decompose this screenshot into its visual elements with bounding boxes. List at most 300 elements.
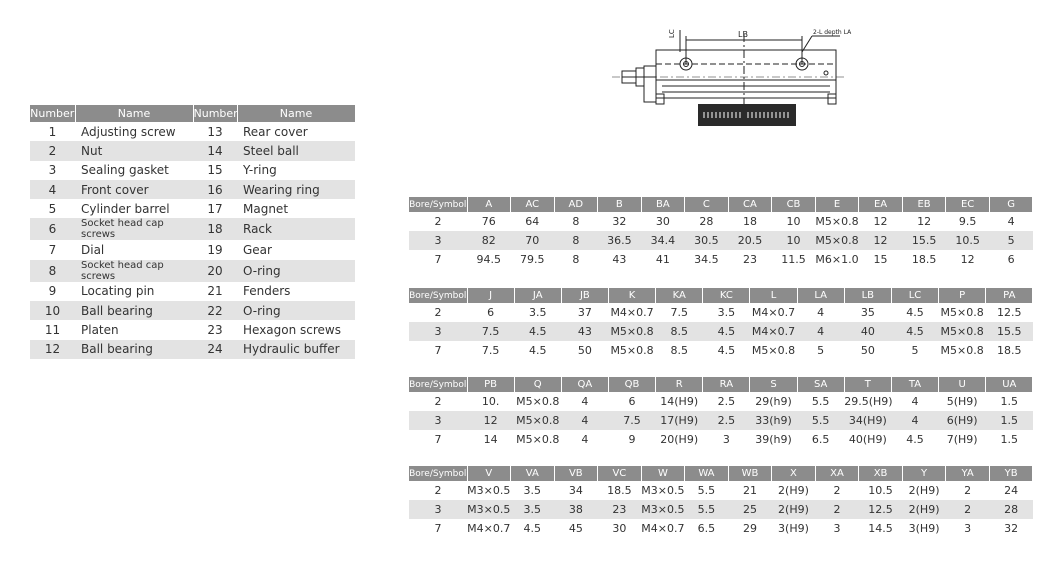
drawing-label-lc: LC [668, 29, 676, 38]
dimension-cell: M5×0.8 [940, 306, 984, 319]
part-number-cell: 20 [193, 260, 237, 282]
table-row [30, 141, 355, 160]
header-symbol: VA [511, 466, 555, 481]
dimension-cell: 6(H9) [939, 411, 986, 430]
dimension-cell: 2(H9) [902, 500, 946, 519]
dimension-cell: M4×0.7 [751, 306, 796, 319]
dimension-cell: 39(h9) [755, 433, 792, 446]
dimension-cell: 14 [483, 433, 498, 446]
bore-cell: 2 [434, 484, 442, 497]
dimension-cell: 50 [860, 344, 875, 357]
dimension-cell: 34 [568, 484, 583, 497]
part-number-cell: 9 [48, 284, 57, 299]
dimension-cell: M3×0.5 [467, 500, 511, 519]
header-symbol: RA [703, 377, 750, 392]
part-number-cell: 17 [207, 201, 223, 216]
dimension-cell: 3.5 [523, 484, 542, 497]
table-row [409, 519, 1033, 538]
dimension-cell: 4.5 [703, 322, 750, 341]
dimension-cell: 15.5 [986, 322, 1033, 341]
dimension-cell: 5.5 [697, 484, 716, 497]
bore-cell: 7 [434, 344, 442, 357]
dimension-cell: 32 [612, 215, 627, 228]
dimension-cell: 5 [989, 231, 1033, 250]
header-symbol: SA [797, 377, 844, 392]
cylinder-technical-drawing [612, 24, 852, 134]
part-number-cell: 16 [193, 180, 237, 199]
part-name-cell: Ball bearing [75, 301, 193, 320]
dimension-cell: 3 [833, 522, 841, 535]
header-symbol: R [656, 377, 703, 392]
part-name-cell: Gear [243, 243, 272, 258]
header-bore-symbol: Bore/Symbol [409, 288, 467, 303]
dimension-cell: 28 [699, 215, 714, 228]
dimension-cell: 3.5 [528, 306, 547, 319]
header-symbol: L [750, 288, 797, 303]
dimension-cell: 1.5 [1000, 433, 1019, 446]
dimension-cell: 2(H9) [772, 500, 816, 519]
dimension-cell: 11.5 [781, 253, 806, 266]
table-row [30, 240, 355, 259]
dimension-cell: 4.5 [891, 322, 938, 341]
dimension-cell: 10.5 [868, 484, 893, 497]
dimension-cell: 18.5 [911, 253, 937, 266]
part-name-cell: Steel ball [237, 141, 355, 160]
table-row [30, 218, 355, 240]
header-number: Number [30, 107, 75, 120]
dimension-cell: M5×0.8 [514, 411, 561, 430]
header-symbol: VC [598, 466, 642, 481]
header-symbol: LA [797, 288, 844, 303]
header-name: Name [237, 105, 355, 122]
dimension-cell: 18.5 [997, 344, 1022, 357]
bore-cell: 7 [434, 253, 442, 266]
table-row [409, 341, 1033, 360]
dimension-header-row [409, 288, 1033, 303]
dimension-cell: 4 [581, 433, 589, 446]
dimension-header-row [409, 197, 1033, 212]
header-symbol: YA [946, 466, 990, 481]
part-name-cell: Hydraulic buffer [237, 340, 355, 359]
dimension-cell: 2.5 [717, 395, 736, 408]
header-bore-symbol: Bore/Symbol [409, 466, 467, 481]
header-symbol: E [815, 197, 859, 212]
dimension-cell: 14(H9) [660, 395, 699, 408]
table-row [409, 322, 1033, 341]
part-name-cell: Locating pin [81, 284, 155, 299]
dimension-cell: 29.5(H9) [844, 395, 893, 408]
part-name-cell: Nut [75, 141, 193, 160]
dimension-cell: 8.5 [670, 344, 688, 357]
dimension-cell: 32 [1004, 522, 1019, 535]
part-number-cell: 23 [207, 323, 223, 338]
dimension-cell: 12.5 [997, 306, 1022, 319]
part-number-cell: 22 [193, 301, 237, 320]
part-number-cell: 21 [207, 284, 223, 299]
dimension-cell: M5×0.8 [940, 344, 984, 357]
dimension-cell: 9.5 [958, 215, 977, 228]
dimension-cell: 5 [911, 344, 919, 357]
header-symbol: W [641, 466, 685, 481]
parts-table [30, 105, 356, 359]
dimension-cell: M5×0.8 [610, 344, 654, 357]
part-name-cell: O-ring [237, 260, 355, 282]
dimension-table-2 [409, 288, 1033, 360]
dimension-cell: 50 [577, 344, 592, 357]
bore-cell: 2 [434, 215, 442, 228]
header-symbol: S [750, 377, 797, 392]
dimension-cell: 7.5 [670, 306, 688, 319]
dimension-cell: 2(H9) [908, 484, 940, 497]
dimension-cell: 14.5 [868, 522, 893, 535]
part-name-cell: Dial [81, 243, 105, 258]
table-row [409, 481, 1033, 500]
dimension-cell: 4 [1007, 215, 1015, 228]
dimension-cell: 20(H9) [660, 433, 699, 446]
bore-cell: 3 [409, 500, 467, 519]
header-symbol: LB [844, 288, 891, 303]
dimension-cell: M5×0.8 [815, 215, 859, 228]
dimension-cell: 40 [844, 322, 891, 341]
part-number-cell: 4 [30, 180, 75, 199]
dimension-cell: M5×0.8 [939, 322, 986, 341]
dimension-cell: 12 [873, 215, 888, 228]
dimension-cell: 12 [859, 231, 903, 250]
header-symbol: U [939, 377, 986, 392]
header-symbol: XB [859, 466, 903, 481]
dimension-cell: 4 [911, 395, 919, 408]
dimension-cell: 10. [481, 395, 500, 408]
drawing-label-hole: 2-L depth LA [813, 29, 852, 36]
dimension-cell: M5×0.8 [516, 395, 560, 408]
dimension-cell: 6.5 [811, 433, 830, 446]
header-symbol: V [467, 466, 511, 481]
dimension-cell: 6 [628, 395, 636, 408]
dimension-cell: 40(H9) [848, 433, 887, 446]
header-symbol: CB [772, 197, 816, 212]
dimension-cell: 8 [554, 231, 598, 250]
dimension-cell: 15 [873, 253, 888, 266]
dimension-cell: 8 [572, 253, 580, 266]
part-number-cell: 13 [207, 124, 223, 139]
dimension-cell: 3(H9) [908, 522, 940, 535]
header-symbol: C [685, 197, 729, 212]
dimension-cell: 5.5 [685, 500, 729, 519]
header-name: Name [75, 105, 193, 122]
table-row [30, 260, 355, 282]
dimension-cell: 5 [817, 344, 825, 357]
dimension-cell: 30 [655, 215, 670, 228]
dimension-cell: 3(H9) [778, 522, 809, 535]
part-number-cell: 14 [193, 141, 237, 160]
table-row [30, 122, 355, 141]
dimension-cell: 94.5 [476, 253, 502, 266]
dimension-cell: 29 [742, 522, 757, 535]
dimension-cell: M5×0.8 [751, 344, 796, 357]
header-symbol: JA [514, 288, 561, 303]
dimension-cell: 10.5 [946, 231, 990, 250]
table-row [30, 199, 355, 218]
dimension-cell: 21 [742, 484, 757, 497]
header-bore-symbol: Bore/Symbol [409, 377, 467, 392]
part-number-cell: 19 [207, 243, 223, 258]
dimension-cell: 4.5 [906, 433, 924, 446]
dimension-cell: 34.4 [641, 231, 685, 250]
header-symbol: J [467, 288, 514, 303]
dimension-cell: 33(h9) [750, 411, 797, 430]
table-row [409, 500, 1033, 519]
dimension-cell: 2 [815, 500, 859, 519]
header-symbol: VB [554, 466, 598, 481]
dimension-cell: 3.5 [717, 306, 736, 319]
part-name-cell: Front cover [75, 180, 193, 199]
bore-cell: 2 [434, 395, 442, 408]
header-symbol: TA [891, 377, 938, 392]
dimension-cell: 5.5 [797, 411, 844, 430]
dimension-cell: 8 [572, 215, 580, 228]
part-number-cell: 12 [30, 340, 75, 359]
header-symbol: EC [946, 197, 990, 212]
dimension-cell: 82 [467, 231, 511, 250]
table-row [409, 303, 1033, 322]
header-symbol: YB [989, 466, 1033, 481]
dimension-cell: M6×1.0 [815, 253, 859, 266]
table-row [30, 161, 355, 180]
dimension-cell: 38 [554, 500, 598, 519]
dimension-cell: 7(H9) [946, 433, 978, 446]
dimension-cell: 5(H9) [946, 395, 978, 408]
part-number-cell: 11 [44, 323, 61, 338]
dimension-cell: 6.5 [697, 522, 716, 535]
header-symbol: UA [986, 377, 1033, 392]
dimension-cell: 7.5 [481, 344, 500, 357]
part-number-cell: 5 [48, 201, 57, 216]
part-number-cell: 18 [193, 218, 237, 240]
dimension-cell: 34.5 [694, 253, 719, 266]
dimension-cell: 7.5 [608, 411, 655, 430]
header-symbol: B [598, 197, 642, 212]
header-symbol: QB [608, 377, 655, 392]
dimension-cell: 24 [1004, 484, 1019, 497]
header-number: Number [193, 107, 238, 120]
dimension-cell: M5×0.8 [608, 322, 655, 341]
table-row [409, 250, 1033, 269]
dimension-cell: 4.5 [906, 306, 924, 319]
part-number-cell: 1 [48, 124, 57, 139]
part-name-cell: Y-ring [243, 163, 277, 178]
dimension-cell: 15.5 [902, 231, 946, 250]
header-symbol: QA [561, 377, 608, 392]
dimension-cell: 2 [964, 484, 972, 497]
header-symbol: JB [561, 288, 608, 303]
part-number-cell: 8 [30, 260, 75, 282]
dimension-cell: 76 [481, 215, 496, 228]
dimension-cell: 9 [628, 433, 636, 446]
dimension-cell: 10 [786, 215, 801, 228]
dimension-table-3 [409, 377, 1033, 449]
dimension-cell: 8.5 [656, 322, 703, 341]
part-name-cell: Socket head cap screws [75, 260, 193, 282]
part-name-cell: Platen [81, 323, 119, 338]
part-name-cell: Adjusting screw [81, 124, 176, 139]
part-name-cell: Wearing ring [237, 180, 355, 199]
dimension-cell: M4×0.7 [750, 322, 797, 341]
dimension-cell: 6 [487, 306, 495, 319]
dimension-cell: 12 [917, 215, 932, 228]
table-row [30, 340, 355, 359]
bore-cell: 3 [409, 231, 467, 250]
dimension-cell: 35 [860, 306, 875, 319]
part-name-cell: Hexagon screws [243, 323, 341, 338]
table-row [30, 301, 355, 320]
dimension-cell: 25 [728, 500, 772, 519]
header-symbol: LC [891, 288, 938, 303]
part-name-cell: Magnet [243, 201, 289, 216]
bore-cell: 3 [409, 322, 467, 341]
dimension-cell: M3×0.5 [467, 484, 511, 497]
dimension-cell: 41 [655, 253, 670, 266]
dimension-cell: 30 [612, 522, 627, 535]
dimension-cell: 12 [960, 253, 975, 266]
header-symbol: T [844, 377, 891, 392]
dimension-table-1 [409, 197, 1033, 269]
parts-header-row [30, 105, 355, 122]
part-name-cell: Sealing gasket [81, 163, 169, 178]
table-row [30, 180, 355, 199]
table-row [30, 320, 355, 339]
header-symbol: G [989, 197, 1033, 212]
dimension-cell: 45 [568, 522, 583, 535]
part-name-cell: O-ring [237, 301, 355, 320]
dimension-cell: 2.5 [703, 411, 750, 430]
dimension-cell: 4.5 [717, 344, 736, 357]
part-name-cell: Rear cover [243, 124, 308, 139]
dimension-cell: 70 [511, 231, 555, 250]
dimension-table-4 [409, 466, 1033, 538]
dimension-cell: 1.5 [986, 411, 1033, 430]
part-number-cell: 6 [30, 218, 75, 240]
dimension-cell: 4 [561, 411, 608, 430]
header-bore-symbol: Bore/Symbol [409, 197, 467, 212]
part-number-cell: 2 [30, 141, 75, 160]
table-row [409, 411, 1033, 430]
dimension-cell: 18 [742, 215, 757, 228]
part-number-cell: 24 [193, 340, 237, 359]
header-symbol: PA [986, 288, 1033, 303]
dimension-cell: 43 [561, 322, 608, 341]
dimension-cell: 12 [467, 411, 514, 430]
dimension-cell: 2 [946, 500, 990, 519]
bore-cell: 2 [434, 306, 442, 319]
dimension-header-row [409, 377, 1033, 392]
dimension-cell: 23 [598, 500, 642, 519]
header-symbol: WA [685, 466, 729, 481]
part-name-cell: Socket head cap screws [75, 218, 193, 240]
header-symbol: Y [902, 466, 946, 481]
dimension-cell: 17(H9) [656, 411, 703, 430]
part-name-cell: Ball bearing [75, 340, 193, 359]
dimension-cell: 12.5 [859, 500, 903, 519]
part-number-cell: 15 [207, 163, 223, 178]
bore-cell: 7 [434, 433, 442, 446]
table-row [409, 212, 1033, 231]
dimension-cell: M4×0.7 [467, 522, 511, 535]
dimension-cell: 6 [1007, 253, 1015, 266]
header-symbol: BA [641, 197, 685, 212]
dimension-cell: 64 [525, 215, 540, 228]
dimension-header-row [409, 466, 1033, 481]
part-number-cell: 10 [30, 301, 75, 320]
dimension-cell: M3×0.5 [641, 500, 685, 519]
part-number-cell: 7 [48, 243, 57, 258]
header-symbol: EA [859, 197, 903, 212]
dimension-cell: 2 [833, 484, 841, 497]
bore-cell: 7 [434, 522, 442, 535]
dimension-cell: 4.5 [523, 522, 542, 535]
dimension-cell: M3×0.5 [641, 484, 685, 497]
header-symbol: KA [656, 288, 703, 303]
dimension-cell: 7.5 [467, 322, 514, 341]
table-row [409, 231, 1033, 250]
dimension-cell: 2(H9) [778, 484, 809, 497]
dimension-cell: 23 [742, 253, 757, 266]
header-symbol: KC [703, 288, 750, 303]
header-symbol: XA [815, 466, 859, 481]
dimension-cell: 4.5 [528, 344, 547, 357]
dimension-cell: 36.5 [598, 231, 642, 250]
dimension-cell: 34(H9) [844, 411, 891, 430]
header-symbol: K [608, 288, 655, 303]
dimension-cell: 37 [577, 306, 592, 319]
dimension-cell: 3 [964, 522, 972, 535]
dimension-cell: M5×0.8 [516, 433, 560, 446]
dimension-cell: 28 [989, 500, 1033, 519]
dimension-cell: 43 [612, 253, 627, 266]
header-symbol: EB [902, 197, 946, 212]
header-symbol: PB [467, 377, 514, 392]
dimension-cell: 4 [891, 411, 938, 430]
dimension-cell: 29(h9) [755, 395, 792, 408]
dimension-cell: 79.5 [520, 253, 545, 266]
header-symbol: X [772, 466, 816, 481]
dimension-cell: 4 [797, 322, 844, 341]
drawing-label-lb: LB [738, 30, 748, 39]
dimension-cell: M5×0.8 [815, 231, 859, 250]
table-row [30, 282, 355, 301]
part-name-cell: Rack [237, 218, 355, 240]
dimension-cell: 3 [722, 433, 730, 446]
header-symbol: AD [554, 197, 598, 212]
dimension-cell: M4×0.7 [610, 306, 654, 319]
dimension-cell: 4 [817, 306, 825, 319]
dimension-cell: 20.5 [728, 231, 772, 250]
dimension-cell: 30.5 [685, 231, 729, 250]
dimension-cell: 3.5 [511, 500, 555, 519]
dimension-cell: 10 [772, 231, 816, 250]
dimension-cell: 1.5 [1000, 395, 1019, 408]
part-number-cell: 3 [48, 163, 57, 178]
table-row [409, 392, 1033, 411]
dimension-cell: 5.5 [811, 395, 830, 408]
dimension-cell: 4.5 [514, 322, 561, 341]
dimension-cell: 18.5 [607, 484, 632, 497]
header-symbol: A [467, 197, 511, 212]
dimension-cell: M4×0.7 [641, 522, 685, 535]
part-name-cell: Fenders [243, 284, 291, 299]
header-symbol: CA [728, 197, 772, 212]
table-row [409, 430, 1033, 449]
bore-cell: 3 [409, 411, 467, 430]
